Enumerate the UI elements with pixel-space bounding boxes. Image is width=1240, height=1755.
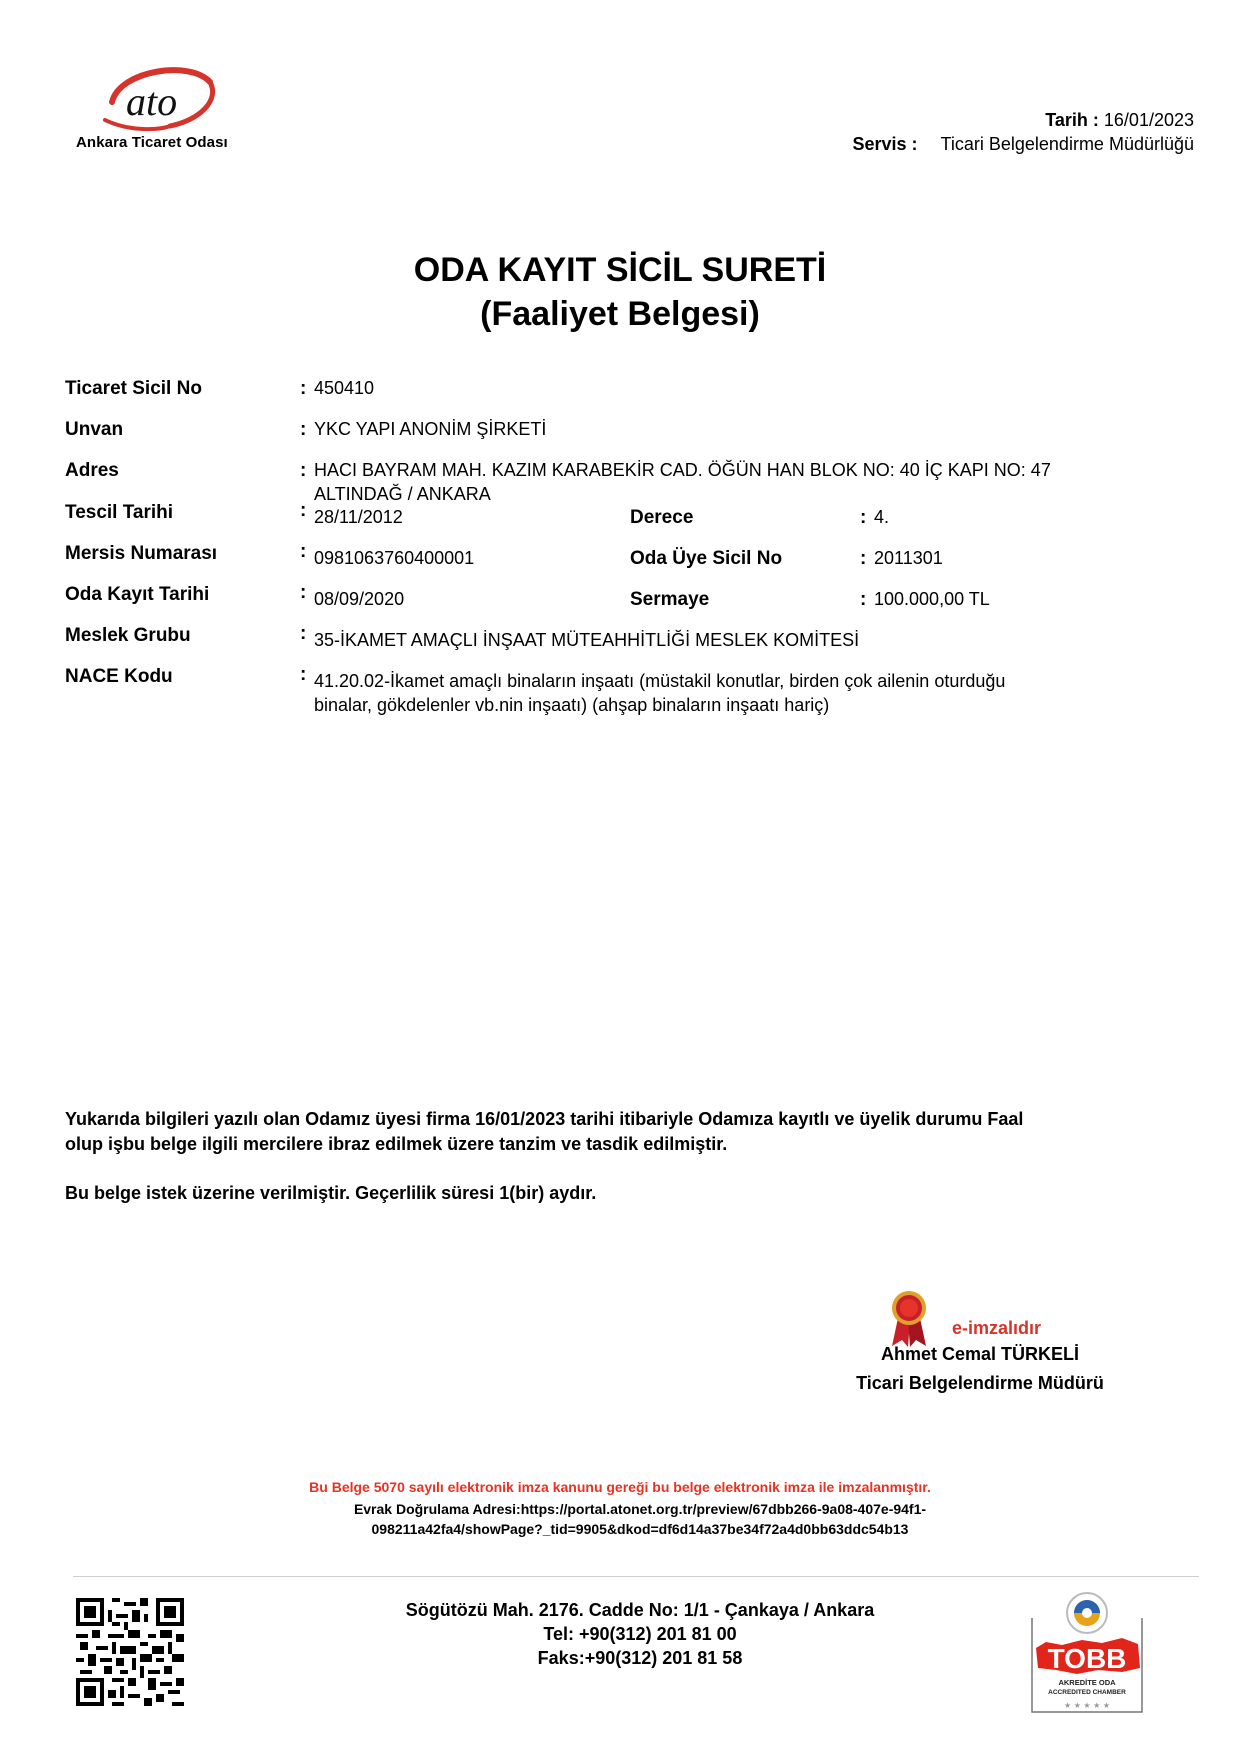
oda-uye-sicil-value: 2011301	[874, 548, 943, 568]
derece-label: Derece	[630, 507, 694, 528]
mersis-label: Mersis Numarası	[65, 543, 218, 564]
colon: :	[300, 582, 307, 603]
logo-mark: ato	[126, 79, 178, 124]
ribbon-seal-icon	[888, 1290, 930, 1348]
tobb-accreditation-logo	[1022, 1588, 1152, 1713]
tescil-value: 28/11/2012	[314, 507, 403, 527]
qr-code-icon[interactable]	[76, 1598, 184, 1706]
sermaye-label: Sermaye	[630, 589, 710, 610]
meslek-grubu-label: Meslek Grubu	[65, 625, 191, 646]
chamber-contact	[300, 1598, 980, 1670]
derece-value: 4.	[874, 507, 890, 527]
e-signed-label: e-imzalıdır	[952, 1318, 1042, 1338]
adres-line-1: HACI BAYRAM MAH. KAZIM KARABEKİR CAD. ÖĞÜN HAN BLOK NO: 40 İÇ KAPI NO: 47	[314, 460, 1051, 480]
nace-kodu-line-2: binalar, gökdelenler vb.nin inşaatı) (ahşap binaların inşaatı hariç)	[314, 695, 830, 715]
ticaret-sicil-label: Ticaret Sicil No	[65, 378, 202, 399]
colon: :	[300, 664, 307, 685]
meslek-grubu-value: 35-İKAMET AMAÇLI İNŞAAT MÜTEAHHİTLİĞİ MESLEK KOMİTESİ	[314, 630, 860, 650]
tobb-name: TOBB	[1047, 1643, 1127, 1674]
colon: :	[860, 589, 867, 610]
verification-line-2: 098211a42fa4/showPage?_tid=9905&dkod=df6d14a37be34f72a4d0bb63ddc54b13	[371, 1521, 909, 1537]
e-signature-notice: Bu Belge 5070 sayılı elektronik imza kanunu gereği bu belge elektronik imza ile imzalanmıştır.	[309, 1479, 931, 1495]
colon: :	[300, 419, 307, 440]
organization-name: Ankara Ticaret Odası	[76, 134, 228, 151]
mersis-value: 0981063760400001	[314, 548, 475, 568]
oda-uye-sicil-label: Oda Üye Sicil No	[630, 548, 783, 569]
colon: :	[300, 378, 307, 399]
verification-line-1: Evrak Doğrulama Adresi:https://portal.atonet.org.tr/preview/67dbb266-9a08-407e-94f1-	[353, 1501, 927, 1517]
tescil-label: Tescil Tarihi	[65, 502, 174, 523]
statement-line-2: olup işbu belge ilgili mercilere ibraz edilmek üzere tanzim ve tasdik edilmiştir.	[65, 1134, 728, 1154]
adres-line-2: ALTINDAĞ / ANKARA	[314, 484, 491, 504]
colon: :	[300, 623, 307, 644]
colon: :	[300, 500, 307, 521]
oda-kayit-label: Oda Kayıt Tarihi	[65, 584, 210, 605]
chamber-phone: Tel: +90(312) 201 81 00	[543, 1624, 737, 1644]
verification-address[interactable]	[240, 1499, 1040, 1539]
colon: :	[860, 507, 867, 528]
date-value: 16/01/2023	[1103, 110, 1194, 130]
document-title: ODA KAYIT SİCİL SURETİ	[413, 251, 827, 289]
tobb-line-2: ACCREDITED CHAMBER	[1048, 1689, 1126, 1696]
nace-kodu-label: NACE Kodu	[65, 666, 173, 687]
colon: :	[300, 541, 307, 562]
unvan-value: YKC YAPI ANONİM ŞİRKETİ	[314, 419, 547, 439]
signer-position: Ticari Belgelendirme Müdürü	[856, 1373, 1104, 1393]
validity-statement: Bu belge istek üzerine verilmiştir. Geçerlilik süresi 1(bir) aydır.	[65, 1183, 597, 1203]
colon: :	[860, 548, 867, 569]
date-label: Tarih :	[1045, 110, 1099, 130]
sermaye-value: 100.000,00 TL	[874, 589, 990, 609]
adres-label: Adres	[65, 460, 119, 481]
date-line	[1045, 110, 1194, 131]
chamber-address: Sögütözü Mah. 2176. Cadde No: 1/1 - Çankaya / Ankara	[405, 1600, 875, 1620]
document-subtitle: (Faaliyet Belgesi)	[480, 295, 760, 333]
signer-name: Ahmet Cemal TÜRKELİ	[880, 1344, 1080, 1364]
chamber-fax: Faks:+90(312) 201 81 58	[537, 1648, 743, 1668]
oda-kayit-value: 08/09/2020	[314, 589, 405, 609]
tobb-stars: ★ ★ ★ ★ ★	[1063, 1701, 1111, 1710]
footer-divider	[73, 1576, 1199, 1577]
nace-kodu-line-1: 41.20.02-İkamet amaçlı binaların inşaatı (müstakil konutlar, birden çok ailenin oturduğu	[314, 671, 1006, 691]
service-label: Servis :	[852, 134, 918, 154]
service-value: Ticari Belgelendirme Müdürlüğü	[940, 134, 1194, 154]
ticaret-sicil-value: 450410	[314, 378, 375, 398]
service-line	[852, 134, 1194, 155]
colon: :	[300, 460, 307, 481]
unvan-label: Unvan	[65, 419, 124, 440]
tobb-line-1: AKREDİTE ODA	[1058, 1678, 1116, 1687]
statement-line-1: Yukarıda bilgileri yazılı olan Odamız üyesi firma 16/01/2023 tarihi itibariyle Odamıza kayıtlı ve üyelik durumu Faal	[65, 1109, 1024, 1129]
